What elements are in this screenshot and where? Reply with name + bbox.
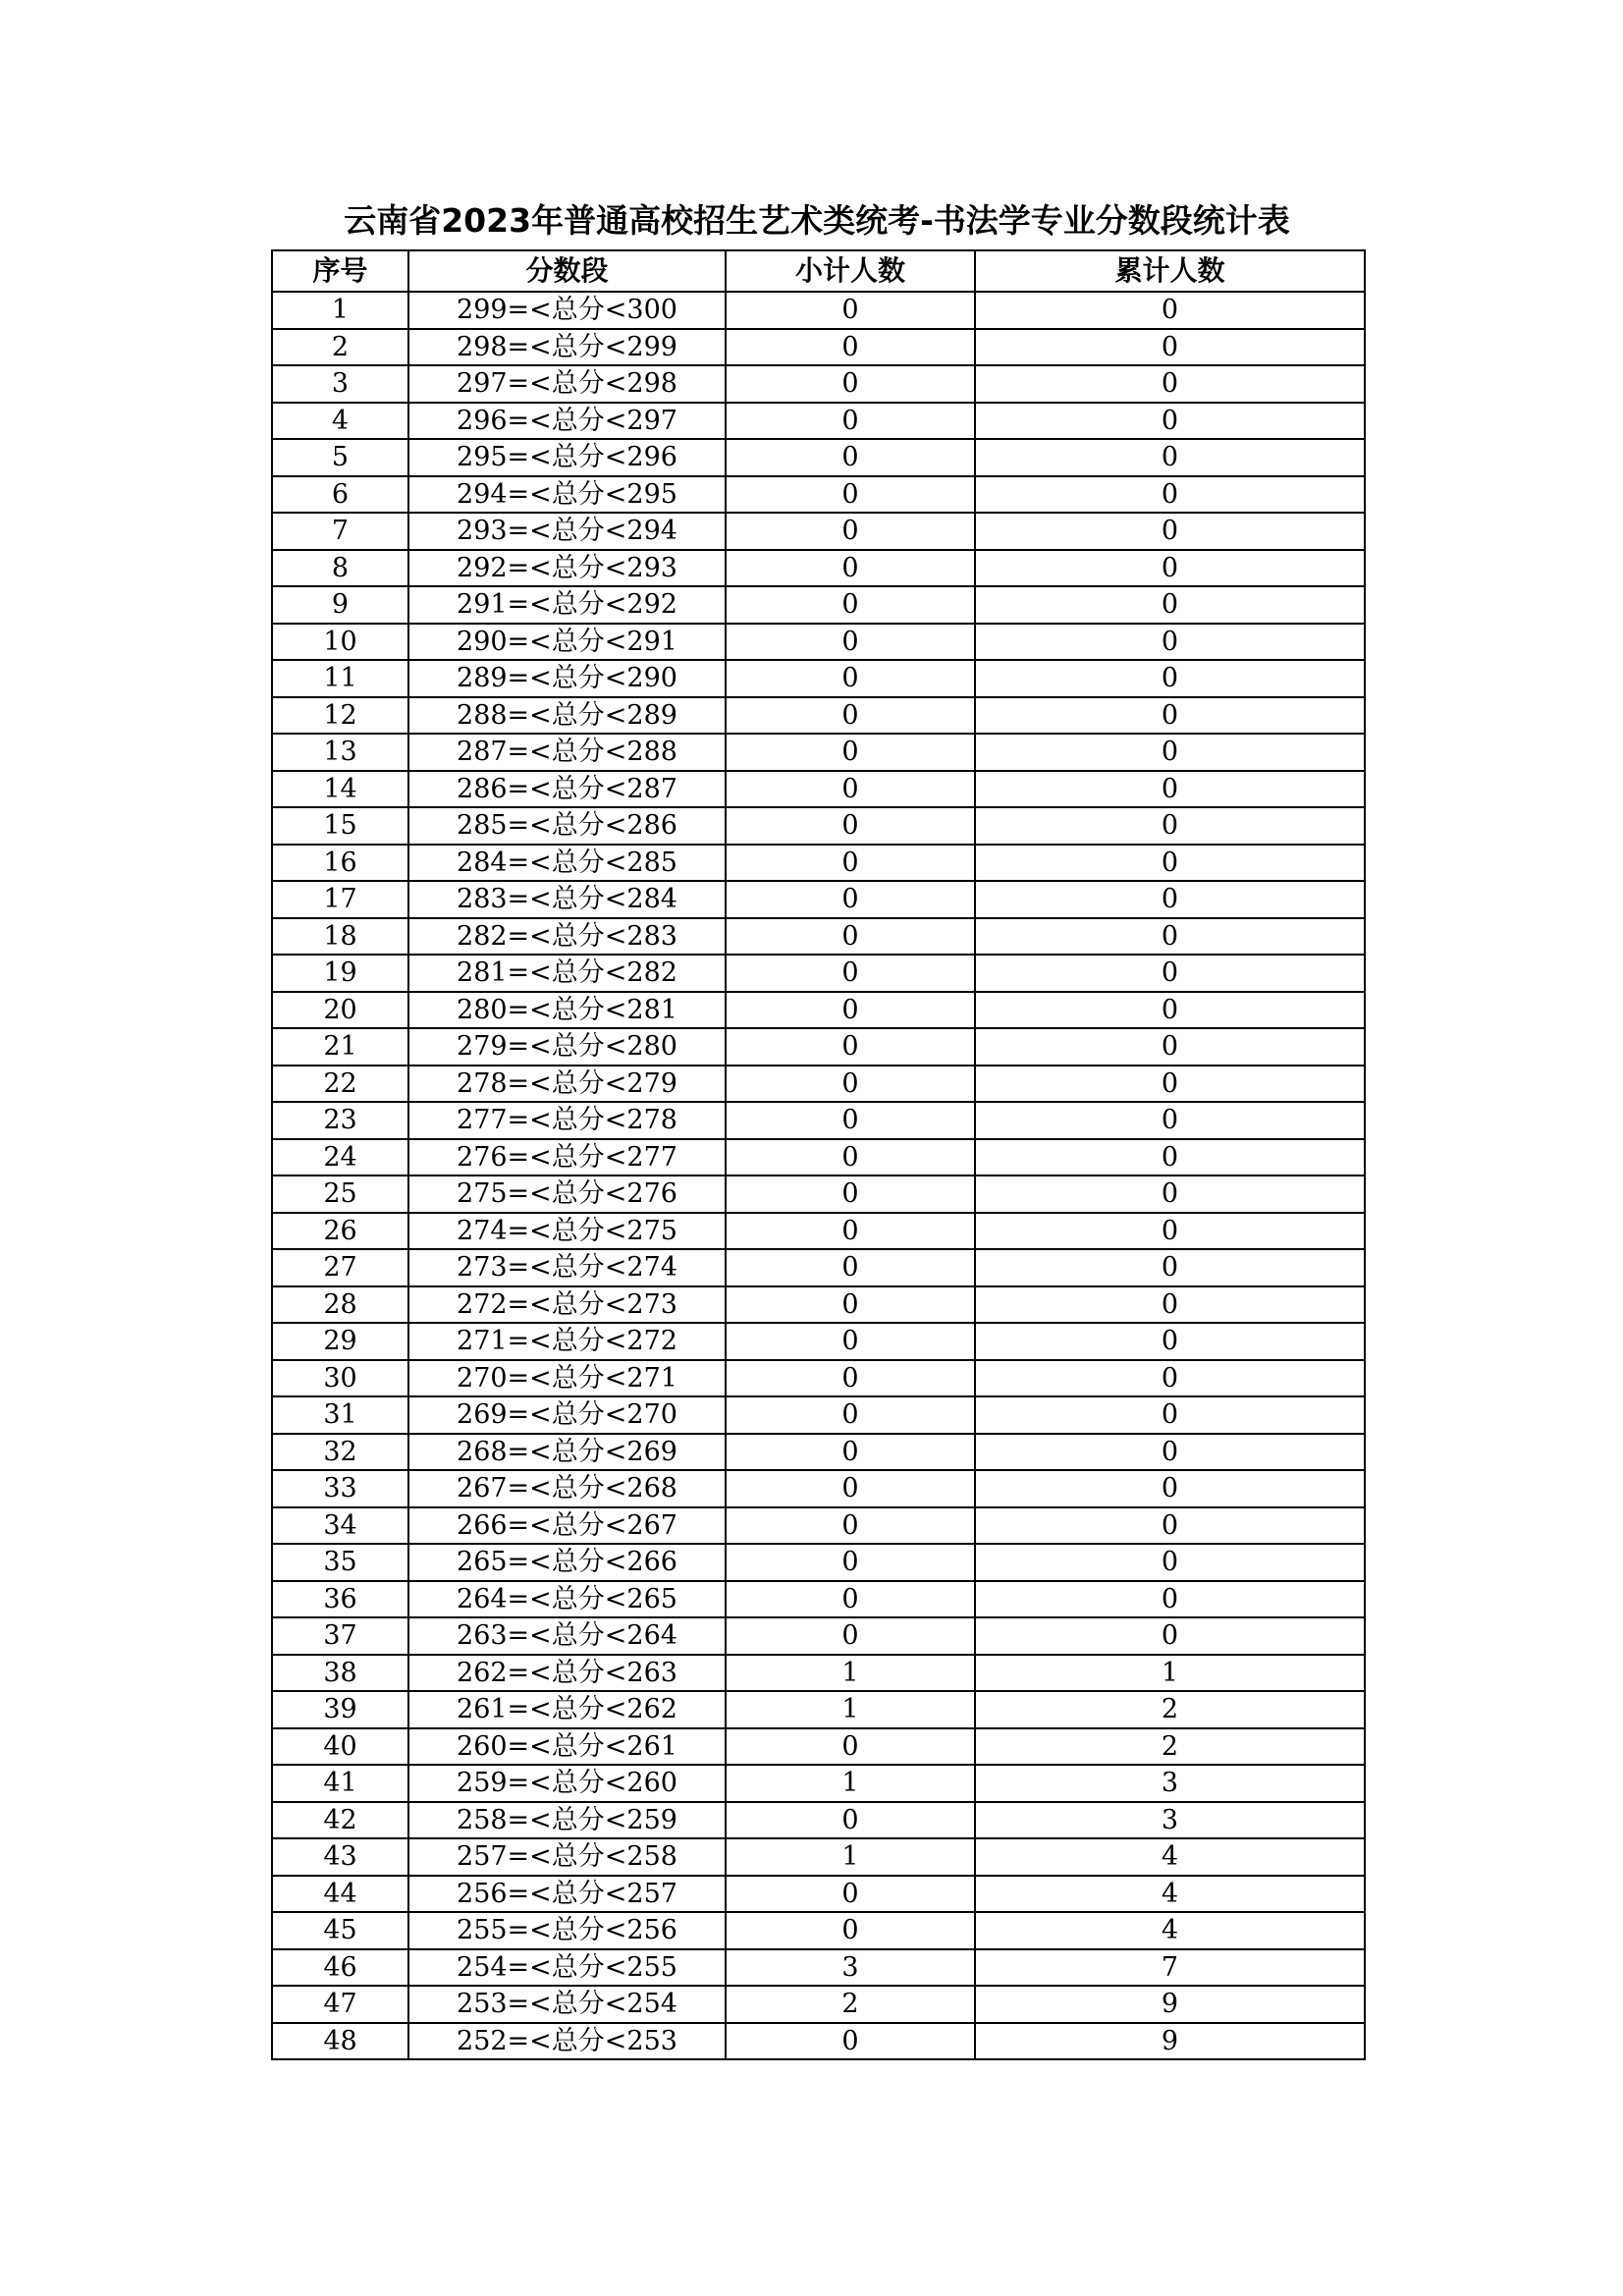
cell-subtotal: 0 — [726, 1912, 975, 1949]
cell-index: 48 — [272, 2023, 408, 2060]
cell-subtotal: 0 — [726, 403, 975, 440]
cell-score-range: 272=<总分<273 — [408, 1286, 726, 1324]
cell-subtotal: 0 — [726, 513, 975, 550]
cell-subtotal: 0 — [726, 550, 975, 587]
cell-subtotal: 0 — [726, 881, 975, 918]
cell-subtotal: 0 — [726, 1544, 975, 1581]
cell-cumulative: 0 — [975, 586, 1365, 624]
cell-index: 41 — [272, 1765, 408, 1802]
cell-subtotal: 0 — [726, 1249, 975, 1286]
table-row — [272, 1175, 1365, 1213]
cell-score-range: 256=<总分<257 — [408, 1876, 726, 1913]
cell-subtotal: 0 — [726, 918, 975, 956]
cell-subtotal: 0 — [726, 2023, 975, 2060]
cell-index: 45 — [272, 1912, 408, 1949]
cell-index: 47 — [272, 1986, 408, 2023]
table-row — [272, 1066, 1365, 1103]
cell-index: 26 — [272, 1213, 408, 1250]
cell-index: 43 — [272, 1838, 408, 1876]
cell-cumulative: 0 — [975, 1470, 1365, 1507]
cell-subtotal: 1 — [726, 1765, 975, 1802]
cell-index: 39 — [272, 1691, 408, 1728]
cell-cumulative: 9 — [975, 2023, 1365, 2060]
cell-index: 14 — [272, 771, 408, 808]
table-row — [272, 1396, 1365, 1434]
cell-cumulative: 0 — [975, 771, 1365, 808]
cell-score-range: 268=<总分<269 — [408, 1434, 726, 1471]
table-row — [272, 1323, 1365, 1360]
cell-score-range: 271=<总分<272 — [408, 1323, 726, 1360]
table-row — [272, 1507, 1365, 1545]
cell-cumulative: 4 — [975, 1876, 1365, 1913]
cell-cumulative: 0 — [975, 1581, 1365, 1618]
cell-score-range: 252=<总分<253 — [408, 2023, 726, 2060]
cell-subtotal: 3 — [726, 1949, 975, 1987]
cell-cumulative: 0 — [975, 660, 1365, 697]
cell-score-range: 294=<总分<295 — [408, 476, 726, 514]
cell-cumulative: 0 — [975, 1396, 1365, 1434]
cell-cumulative: 0 — [975, 365, 1365, 403]
cell-score-range: 267=<总分<268 — [408, 1470, 726, 1507]
cell-index: 16 — [272, 845, 408, 882]
cell-index: 9 — [272, 586, 408, 624]
cell-index: 35 — [272, 1544, 408, 1581]
table-row — [272, 1655, 1365, 1692]
table-row — [272, 807, 1365, 845]
table-header-row — [272, 250, 1365, 292]
table-row — [272, 1876, 1365, 1913]
cell-cumulative: 7 — [975, 1949, 1365, 1987]
table-row — [272, 624, 1365, 661]
table-row — [272, 292, 1365, 329]
cell-score-range: 289=<总分<290 — [408, 660, 726, 697]
cell-score-range: 298=<总分<299 — [408, 329, 726, 366]
cell-score-range: 280=<总分<281 — [408, 992, 726, 1029]
cell-subtotal: 1 — [726, 1655, 975, 1692]
table-row — [272, 1765, 1365, 1802]
cell-index: 12 — [272, 697, 408, 735]
cell-subtotal: 0 — [726, 1286, 975, 1324]
table-row — [272, 1912, 1365, 1949]
cell-subtotal: 1 — [726, 1838, 975, 1876]
cell-index: 25 — [272, 1175, 408, 1213]
cell-subtotal: 0 — [726, 1139, 975, 1176]
cell-score-range: 277=<总分<278 — [408, 1102, 726, 1139]
cell-index: 46 — [272, 1949, 408, 1987]
cell-index: 7 — [272, 513, 408, 550]
table-row — [272, 1691, 1365, 1728]
cell-index: 3 — [272, 365, 408, 403]
cell-subtotal: 0 — [726, 1066, 975, 1103]
cell-subtotal: 0 — [726, 624, 975, 661]
table-row — [272, 845, 1365, 882]
cell-index: 28 — [272, 1286, 408, 1324]
cell-index: 8 — [272, 550, 408, 587]
table-row — [272, 403, 1365, 440]
table-row — [272, 550, 1365, 587]
table-row — [272, 1949, 1365, 1987]
cell-cumulative: 0 — [975, 1175, 1365, 1213]
table-row — [272, 881, 1365, 918]
cell-index: 22 — [272, 1066, 408, 1103]
cell-cumulative: 0 — [975, 329, 1365, 366]
cell-index: 36 — [272, 1581, 408, 1618]
cell-score-range: 274=<总分<275 — [408, 1213, 726, 1250]
cell-cumulative: 0 — [975, 1286, 1365, 1324]
cell-score-range: 287=<总分<288 — [408, 734, 726, 771]
cell-cumulative: 0 — [975, 292, 1365, 329]
cell-score-range: 255=<总分<256 — [408, 1912, 726, 1949]
cell-index: 5 — [272, 439, 408, 476]
cell-score-range: 275=<总分<276 — [408, 1175, 726, 1213]
cell-subtotal: 0 — [726, 845, 975, 882]
table-row — [272, 1986, 1365, 2023]
cell-cumulative: 0 — [975, 807, 1365, 845]
table-row — [272, 329, 1365, 366]
table-row — [272, 1286, 1365, 1324]
cell-subtotal: 0 — [726, 1434, 975, 1471]
cell-subtotal: 0 — [726, 1323, 975, 1360]
cell-subtotal: 0 — [726, 1802, 975, 1839]
cell-subtotal: 0 — [726, 439, 975, 476]
cell-subtotal: 0 — [726, 1175, 975, 1213]
cell-cumulative: 0 — [975, 1139, 1365, 1176]
cell-score-range: 259=<总分<260 — [408, 1765, 726, 1802]
table-row — [272, 2023, 1365, 2060]
column-header-cumulative: 累计人数 — [975, 250, 1365, 292]
table-row — [272, 1028, 1365, 1066]
cell-subtotal: 0 — [726, 955, 975, 992]
cell-cumulative: 0 — [975, 1249, 1365, 1286]
cell-index: 21 — [272, 1028, 408, 1066]
table-row — [272, 1617, 1365, 1655]
cell-subtotal: 0 — [726, 365, 975, 403]
cell-cumulative: 0 — [975, 845, 1365, 882]
cell-cumulative: 0 — [975, 403, 1365, 440]
cell-subtotal: 0 — [726, 586, 975, 624]
cell-score-range: 296=<总分<297 — [408, 403, 726, 440]
cell-cumulative: 1 — [975, 1655, 1365, 1692]
cell-score-range: 278=<总分<279 — [408, 1066, 726, 1103]
cell-subtotal: 0 — [726, 1360, 975, 1397]
cell-cumulative: 3 — [975, 1802, 1365, 1839]
table-row — [272, 1139, 1365, 1176]
table-row — [272, 1434, 1365, 1471]
column-header-subtotal: 小计人数 — [726, 250, 975, 292]
cell-cumulative: 0 — [975, 734, 1365, 771]
cell-cumulative: 0 — [975, 992, 1365, 1029]
cell-subtotal: 0 — [726, 660, 975, 697]
table-row — [272, 955, 1365, 992]
table-row — [272, 1581, 1365, 1618]
cell-score-range: 254=<总分<255 — [408, 1949, 726, 1987]
table-row — [272, 513, 1365, 550]
table-row — [272, 586, 1365, 624]
cell-cumulative: 0 — [975, 1028, 1365, 1066]
table-row — [272, 771, 1365, 808]
cell-cumulative: 0 — [975, 881, 1365, 918]
cell-subtotal: 0 — [726, 1728, 975, 1766]
table-row — [272, 1213, 1365, 1250]
cell-index: 42 — [272, 1802, 408, 1839]
cell-subtotal: 0 — [726, 1876, 975, 1913]
table-row — [272, 476, 1365, 514]
cell-cumulative: 2 — [975, 1691, 1365, 1728]
cell-cumulative: 0 — [975, 476, 1365, 514]
cell-score-range: 260=<总分<261 — [408, 1728, 726, 1766]
table-row — [272, 660, 1365, 697]
cell-score-range: 269=<总分<270 — [408, 1396, 726, 1434]
cell-index: 38 — [272, 1655, 408, 1692]
cell-subtotal: 0 — [726, 1507, 975, 1545]
cell-score-range: 279=<总分<280 — [408, 1028, 726, 1066]
cell-score-range: 299=<总分<300 — [408, 292, 726, 329]
cell-subtotal: 0 — [726, 1617, 975, 1655]
table-body — [272, 292, 1365, 2059]
cell-cumulative: 0 — [975, 1434, 1365, 1471]
cell-index: 24 — [272, 1139, 408, 1176]
cell-score-range: 281=<总分<282 — [408, 955, 726, 992]
cell-score-range: 291=<总分<292 — [408, 586, 726, 624]
table-row — [272, 439, 1365, 476]
cell-cumulative: 0 — [975, 1066, 1365, 1103]
cell-score-range: 265=<总分<266 — [408, 1544, 726, 1581]
cell-score-range: 276=<总分<277 — [408, 1139, 726, 1176]
cell-cumulative: 0 — [975, 1507, 1365, 1545]
cell-score-range: 264=<总分<265 — [408, 1581, 726, 1618]
cell-score-range: 282=<总分<283 — [408, 918, 726, 956]
cell-score-range: 295=<总分<296 — [408, 439, 726, 476]
cell-index: 30 — [272, 1360, 408, 1397]
cell-cumulative: 0 — [975, 918, 1365, 956]
column-header-index: 序号 — [272, 250, 408, 292]
cell-score-range: 253=<总分<254 — [408, 1986, 726, 2023]
cell-subtotal: 0 — [726, 1470, 975, 1507]
cell-score-range: 285=<总分<286 — [408, 807, 726, 845]
table-row — [272, 1802, 1365, 1839]
cell-score-range: 261=<总分<262 — [408, 1691, 726, 1728]
cell-cumulative: 0 — [975, 550, 1365, 587]
cell-subtotal: 0 — [726, 1102, 975, 1139]
cell-index: 33 — [272, 1470, 408, 1507]
cell-score-range: 258=<总分<259 — [408, 1802, 726, 1839]
cell-cumulative: 0 — [975, 624, 1365, 661]
cell-score-range: 290=<总分<291 — [408, 624, 726, 661]
cell-subtotal: 0 — [726, 1213, 975, 1250]
cell-subtotal: 0 — [726, 329, 975, 366]
cell-subtotal: 0 — [726, 697, 975, 735]
cell-index: 27 — [272, 1249, 408, 1286]
cell-cumulative: 0 — [975, 439, 1365, 476]
cell-cumulative: 0 — [975, 1544, 1365, 1581]
cell-subtotal: 0 — [726, 771, 975, 808]
cell-index: 15 — [272, 807, 408, 845]
cell-score-range: 283=<总分<284 — [408, 881, 726, 918]
cell-subtotal: 1 — [726, 1691, 975, 1728]
cell-cumulative: 3 — [975, 1765, 1365, 1802]
table-row — [272, 734, 1365, 771]
cell-cumulative: 4 — [975, 1838, 1365, 1876]
cell-score-range: 293=<总分<294 — [408, 513, 726, 550]
cell-cumulative: 2 — [975, 1728, 1365, 1766]
page-title: 云南省2023年普通高校招生艺术类统考-书法学专业分数段统计表 — [344, 201, 1290, 240]
cell-index: 20 — [272, 992, 408, 1029]
cell-index: 2 — [272, 329, 408, 366]
cell-cumulative: 4 — [975, 1912, 1365, 1949]
cell-subtotal: 0 — [726, 992, 975, 1029]
table-row — [272, 918, 1365, 956]
cell-cumulative: 9 — [975, 1986, 1365, 2023]
table-row — [272, 697, 1365, 735]
table-row — [272, 1838, 1365, 1876]
cell-index: 29 — [272, 1323, 408, 1360]
table-row — [272, 1544, 1365, 1581]
cell-subtotal: 0 — [726, 1396, 975, 1434]
cell-index: 13 — [272, 734, 408, 771]
cell-score-range: 284=<总分<285 — [408, 845, 726, 882]
table-row — [272, 1102, 1365, 1139]
cell-index: 18 — [272, 918, 408, 956]
cell-score-range: 266=<总分<267 — [408, 1507, 726, 1545]
cell-score-range: 286=<总分<287 — [408, 771, 726, 808]
cell-cumulative: 0 — [975, 513, 1365, 550]
cell-score-range: 257=<总分<258 — [408, 1838, 726, 1876]
cell-index: 23 — [272, 1102, 408, 1139]
cell-index: 40 — [272, 1728, 408, 1766]
cell-cumulative: 0 — [975, 955, 1365, 992]
score-distribution-table — [271, 249, 1366, 2060]
cell-index: 11 — [272, 660, 408, 697]
cell-subtotal: 0 — [726, 734, 975, 771]
cell-index: 32 — [272, 1434, 408, 1471]
table-row — [272, 992, 1365, 1029]
cell-index: 10 — [272, 624, 408, 661]
cell-cumulative: 0 — [975, 1323, 1365, 1360]
cell-index: 44 — [272, 1876, 408, 1913]
cell-score-range: 297=<总分<298 — [408, 365, 726, 403]
cell-cumulative: 0 — [975, 1617, 1365, 1655]
cell-subtotal: 0 — [726, 292, 975, 329]
column-header-score-range: 分数段 — [408, 250, 726, 292]
cell-subtotal: 0 — [726, 1028, 975, 1066]
cell-score-range: 262=<总分<263 — [408, 1655, 726, 1692]
cell-cumulative: 0 — [975, 697, 1365, 735]
cell-score-range: 292=<总分<293 — [408, 550, 726, 587]
table-row — [272, 1470, 1365, 1507]
cell-index: 6 — [272, 476, 408, 514]
cell-subtotal: 0 — [726, 476, 975, 514]
cell-cumulative: 0 — [975, 1360, 1365, 1397]
cell-subtotal: 0 — [726, 807, 975, 845]
cell-index: 1 — [272, 292, 408, 329]
cell-subtotal: 2 — [726, 1986, 975, 2023]
table-row — [272, 1360, 1365, 1397]
cell-score-range: 273=<总分<274 — [408, 1249, 726, 1286]
cell-cumulative: 0 — [975, 1213, 1365, 1250]
cell-score-range: 270=<总分<271 — [408, 1360, 726, 1397]
table-row — [272, 365, 1365, 403]
cell-score-range: 288=<总分<289 — [408, 697, 726, 735]
table-row — [272, 1249, 1365, 1286]
cell-index: 34 — [272, 1507, 408, 1545]
cell-index: 31 — [272, 1396, 408, 1434]
cell-cumulative: 0 — [975, 1102, 1365, 1139]
cell-score-range: 263=<总分<264 — [408, 1617, 726, 1655]
cell-index: 17 — [272, 881, 408, 918]
cell-index: 4 — [272, 403, 408, 440]
cell-index: 37 — [272, 1617, 408, 1655]
cell-index: 19 — [272, 955, 408, 992]
cell-subtotal: 0 — [726, 1581, 975, 1618]
table-row — [272, 1728, 1365, 1766]
